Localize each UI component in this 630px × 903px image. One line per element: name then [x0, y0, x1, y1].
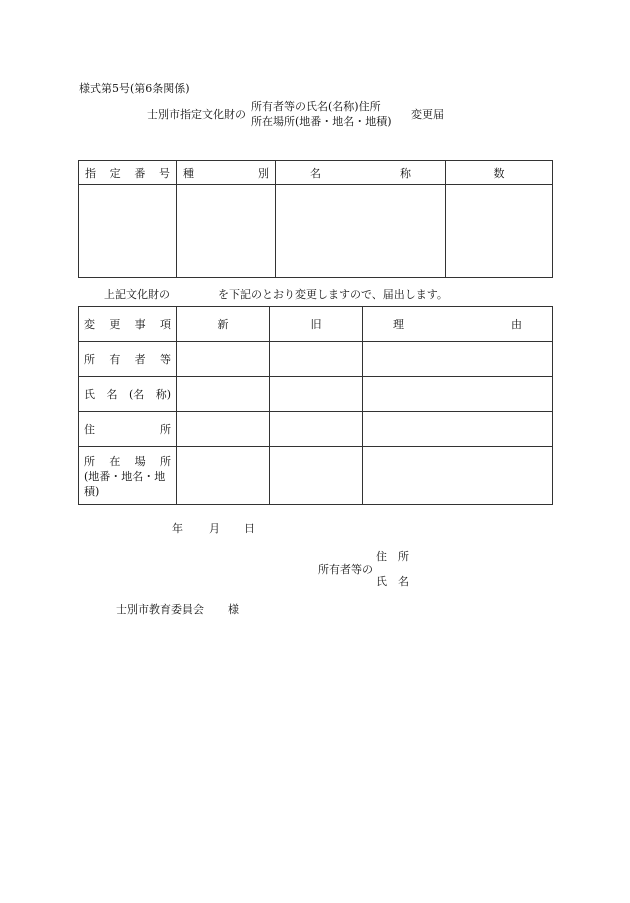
cell-address-new[interactable] [177, 412, 270, 447]
addressee [116, 601, 239, 617]
cell-location-old[interactable] [270, 447, 363, 505]
header-new: 新 [177, 307, 270, 342]
property-table-row [79, 185, 553, 278]
title-line-1: 所有者等の氏名(名称)住所 [251, 100, 381, 113]
statement-part-2: を下記のとおり変更しますので、届出します。 [218, 288, 448, 301]
cell-location-new[interactable] [177, 447, 270, 505]
title-line-2: 所在場所(地番・地名・地積) [251, 115, 392, 128]
applicant-address-label: 住 所 [376, 550, 409, 563]
applicant-name-label: 氏 名 [376, 575, 409, 588]
row-label-location-sub: (地番・地名・地積) [84, 469, 166, 498]
change-row-address [79, 412, 553, 447]
property-table [78, 160, 553, 278]
row-label-owner: 所 有 者 等 [79, 342, 177, 377]
property-table-header-row [79, 161, 553, 185]
change-table [78, 306, 553, 505]
cell-quantity[interactable] [446, 185, 553, 278]
cell-address-old[interactable] [270, 412, 363, 447]
cell-designation-number[interactable] [79, 185, 177, 278]
change-table-header-row [79, 307, 553, 342]
row-label-address: 住 所 [79, 412, 177, 447]
cell-name-new[interactable] [177, 377, 270, 412]
title-suffix: 変更届 [411, 108, 444, 121]
change-row-name [79, 377, 553, 412]
row-label-name: 氏 名 (名 称) [79, 377, 177, 412]
cell-name-reason[interactable] [363, 377, 553, 412]
cell-location-reason[interactable] [363, 447, 553, 505]
header-designation-number: 指 定 番 号 [79, 161, 177, 185]
cell-owner-old[interactable] [270, 342, 363, 377]
date-month: 月 [209, 522, 220, 535]
cell-name[interactable] [276, 185, 446, 278]
applicant-prefix: 所有者等の [318, 563, 373, 576]
date-day: 日 [244, 522, 255, 535]
title-prefix: 士別市指定文化財の [147, 108, 246, 121]
date-line [172, 520, 255, 536]
row-label-location: 所 在 場 所 (地番・地名・地積) [79, 447, 177, 505]
header-name: 名 称 [276, 161, 446, 185]
header-category: 種 別 [177, 161, 276, 185]
change-row-owner [79, 342, 553, 377]
addressee-org: 士別市教育委員会 [116, 603, 204, 616]
cell-address-reason[interactable] [363, 412, 553, 447]
statement [104, 286, 448, 302]
form-number: 様式第5号(第6条関係) [79, 82, 190, 95]
addressee-honorific: 様 [228, 603, 239, 616]
cell-name-old[interactable] [270, 377, 363, 412]
statement-part-1: 上記文化財の [104, 288, 170, 301]
date-year: 年 [172, 522, 183, 535]
change-row-location [79, 447, 553, 505]
header-reason: 理 由 [363, 307, 553, 342]
cell-category[interactable] [177, 185, 276, 278]
cell-owner-reason[interactable] [363, 342, 553, 377]
header-quantity: 数 [446, 161, 553, 185]
header-change-item: 変 更 事 項 [79, 307, 177, 342]
header-old: 旧 [270, 307, 363, 342]
cell-owner-new[interactable] [177, 342, 270, 377]
